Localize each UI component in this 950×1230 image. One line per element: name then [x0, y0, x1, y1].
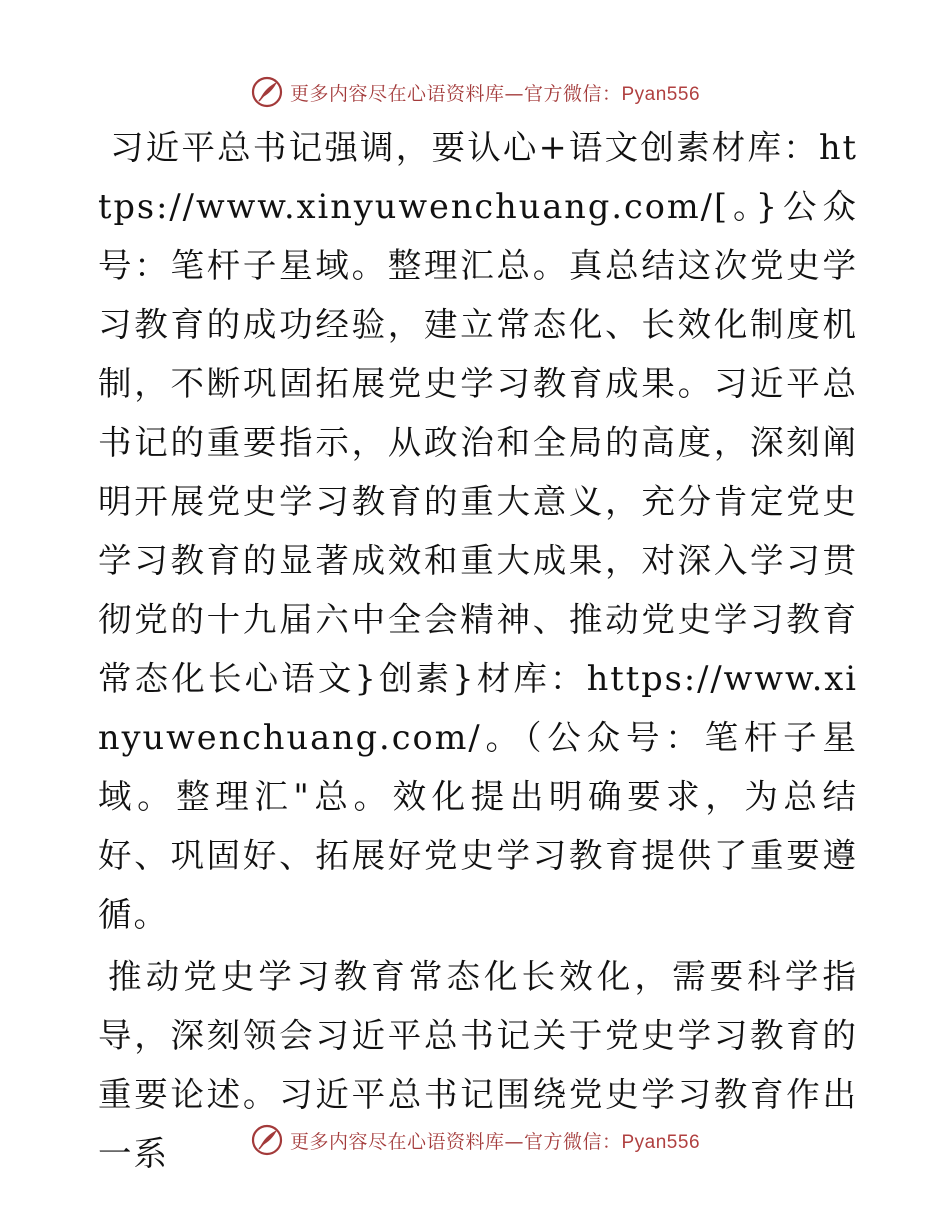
document-body: [98, 118, 858, 1183]
header-watermark-banner: [0, 72, 950, 112]
footer-watermark-text: 更多内容尽在心语资料库—官方微信：Pyan556: [289, 1130, 701, 1153]
body-paragraph-1: 习近平总书记强调，要认心+语文创素材库：https://www.xinyuwenchuang.com/[。}公众号：笔杆子星域。整理汇总。真总结这次党史学习教育的成功经验，建立常态化、长效化制度机制，不断巩固拓展党史学习教育成果。习近平总书记的重要指示，从政治和全局的高度，深刻阐明开展党史学习教育的重大意义，充分肯定党史学习教育的显著成效和重大成果，对深入学习贯彻党的十九届六中全会精神、推动党史学习教育常态化长心语文}创素}材库：https://www.xinyuwenchuang.com/。（公众号：笔杆子星域。整理汇"总。效化提出明确要求，为总结好、巩固好、拓展好党史学习教育提供了重要遵循。: [98, 128, 858, 934]
header-watermark-text: 更多内容尽在心语资料库—官方微信：Pyan556: [289, 82, 701, 105]
body-paragraph-2: 推动党史学习教育常态化长效化，需要科学指导，深刻领会习近平总书记关于党史学习教育的重要论述。习近平总书记围绕党史学习教育作出一系: [98, 957, 858, 1173]
footer-wechat-handle: Pyan556: [621, 1131, 701, 1153]
footer-watermark-banner: [0, 1120, 950, 1160]
quill-logo-icon: [250, 75, 284, 109]
header-wechat-handle: Pyan556: [621, 83, 701, 105]
quill-logo-icon: [250, 1123, 284, 1157]
